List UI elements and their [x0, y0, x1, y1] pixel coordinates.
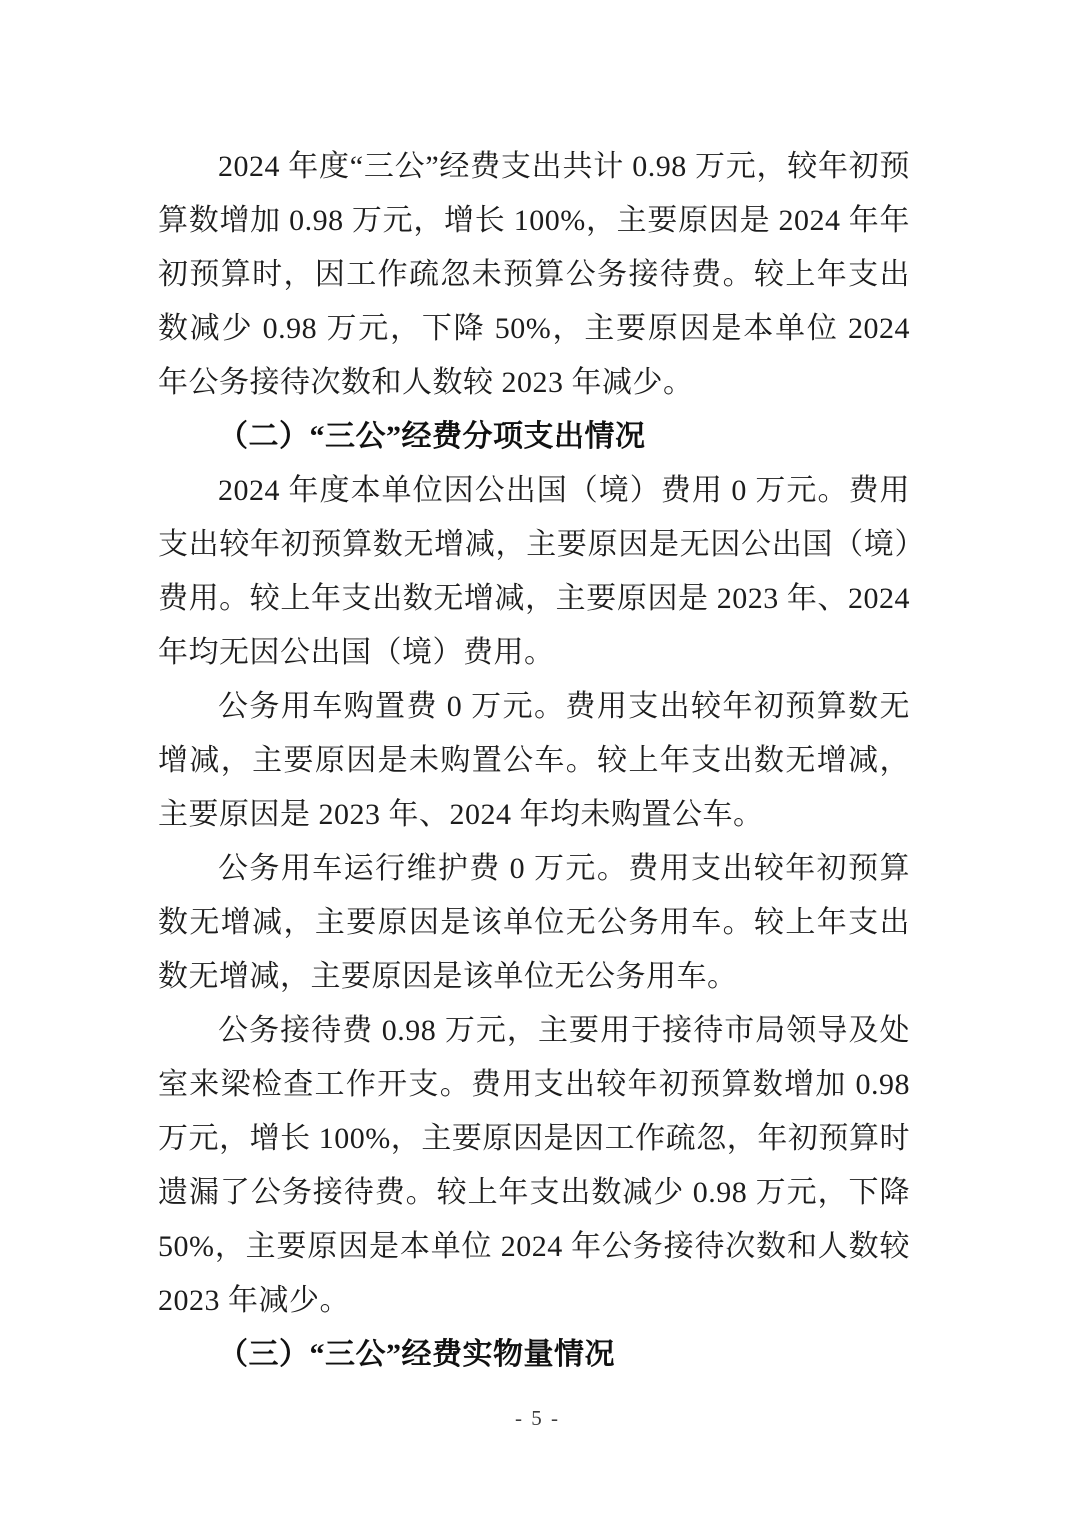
paragraph-sangong-total-expense: 2024 年度“三公”经费支出共计 0.98 万元，较年初预算数增加 0.98 万元，增长 100%，主要原因是 2024 年年初预算时，因工作疏忽未预算公务接待费。较上年支出数减少 0.98 万元，下降 50%，主要原因是本单位 2024 年公务接待次数和人数较 2023 年减少。: [158, 150, 910, 399]
paragraph-vehicle-maintenance-expense: 公务用车运行维护费 0 万元。费用支出较年初预算数无增减，主要原因是该单位无公务用车。较上年支出数无增减，主要原因是该单位无公务用车。: [158, 852, 910, 993]
heading-section-three-physical-quantity: （三）“三公”经费实物量情况: [218, 1338, 615, 1371]
heading-section-two-itemized-expense: （二）“三公”经费分项支出情况: [218, 420, 646, 453]
document-body: [158, 140, 910, 1382]
paragraph-vehicle-purchase-expense: 公务用车购置费 0 万元。费用支出较年初预算数无增减，主要原因是未购置公车。较上年支出数无增减，主要原因是 2023 年、2024 年均未购置公车。: [158, 690, 910, 831]
paragraph-official-reception-expense: 公务接待费 0.98 万元，主要用于接待市局领导及处室来梁检查工作开支。费用支出较年初预算数增加 0.98 万元，增长 100%，主要原因是因工作疏忽，年初预算时遗漏了公务接待费。较上年支出数减少 0.98 万元，下降 50%，主要原因是本单位 2024 年公务接待次数和人数较 2023 年减少。: [158, 1014, 910, 1317]
paragraph-overseas-travel-expense: 2024 年度本单位因公出国（境）费用 0 万元。费用支出较年初预算数无增减，主要原因是无因公出国（境）费用。较上年支出数无增减，主要原因是 2023 年、2024 年均无因公出国（境）费用。: [158, 474, 910, 669]
page-number: - 5 -: [515, 1406, 560, 1430]
